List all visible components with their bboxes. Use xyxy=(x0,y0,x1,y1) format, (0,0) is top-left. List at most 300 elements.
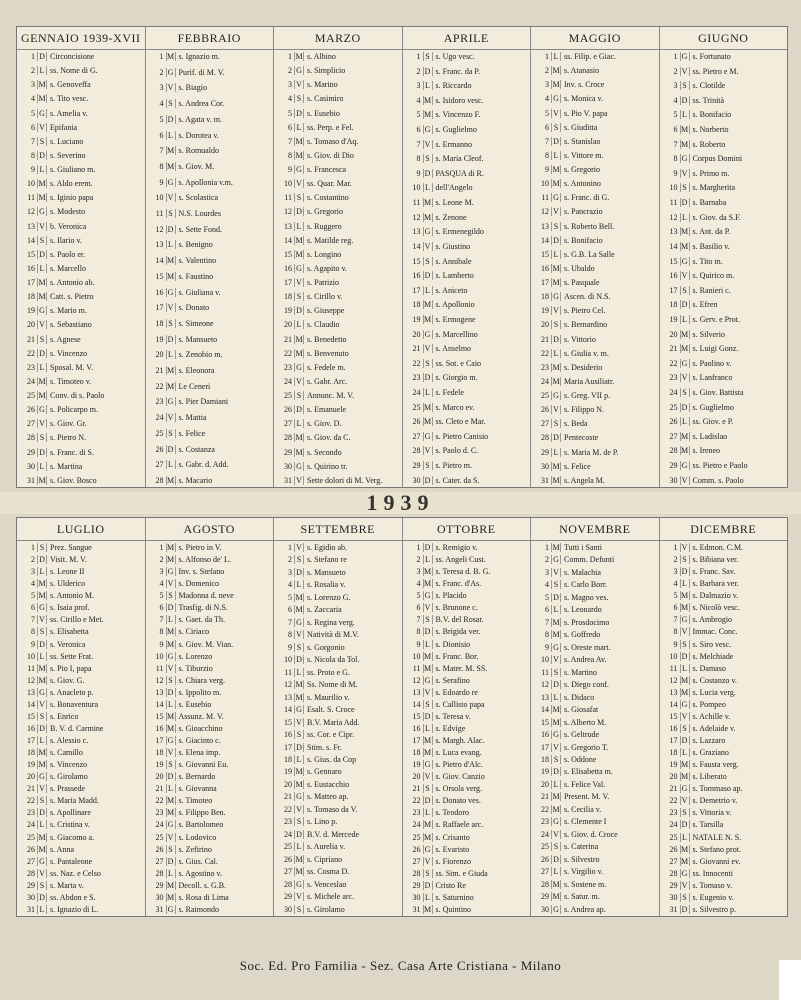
day-row xyxy=(146,736,274,745)
day-number: 11 xyxy=(17,193,38,202)
day-number: 10 xyxy=(403,183,424,192)
month-column xyxy=(531,518,660,916)
weekday-letter: S xyxy=(681,555,690,564)
day-number: 29 xyxy=(660,881,681,890)
weekday-letter: G xyxy=(681,461,690,470)
day-number: 22 xyxy=(403,796,424,805)
weekday-letter: D xyxy=(38,52,47,61)
day-number: 9 xyxy=(146,178,167,187)
weekday-letter: D xyxy=(681,96,690,105)
saint-name: ss. Sim. e Giuda xyxy=(435,868,488,878)
saint-name: s. Placido xyxy=(435,591,467,601)
weekday-letter: S xyxy=(681,808,690,817)
weekday-letter: D xyxy=(167,772,176,781)
day-row xyxy=(531,855,659,864)
day-number: 20 xyxy=(17,772,38,781)
day-number: 1 xyxy=(403,543,424,552)
saint-name: s. Costanzo v. xyxy=(692,675,737,685)
weekday-letter: M xyxy=(38,94,46,104)
day-row xyxy=(274,476,402,485)
day-number: 8 xyxy=(531,630,552,639)
day-row xyxy=(146,615,274,624)
day-row xyxy=(146,397,274,406)
day-row xyxy=(403,676,531,685)
day-row xyxy=(17,80,145,89)
saint-name: s. Siro vesc. xyxy=(692,639,732,649)
saint-name: s. Policarpo m. xyxy=(50,405,98,415)
saint-name: s. Paolo er. xyxy=(50,249,86,259)
day-row xyxy=(531,462,659,471)
weekday-letter: M xyxy=(552,179,560,189)
day-number: 22 xyxy=(531,349,552,358)
weekday-letter: S xyxy=(424,257,433,266)
saint-name: s. Ilario v. xyxy=(50,235,82,245)
saint-name: s. Zefirino xyxy=(178,844,212,854)
day-row xyxy=(403,760,531,769)
day-row xyxy=(146,881,274,890)
day-number: 15 xyxy=(403,257,424,266)
day-number: 9 xyxy=(274,643,295,652)
weekday-letter: M xyxy=(166,627,175,637)
weekday-letter: S xyxy=(681,81,690,90)
day-number: 19 xyxy=(531,767,552,776)
day-number: 13 xyxy=(146,240,167,249)
day-number: 16 xyxy=(146,724,167,733)
saint-name: s. Gorgonio xyxy=(307,642,345,652)
weekday-letter: V xyxy=(38,869,47,878)
saint-name: s. Ulderico xyxy=(50,579,86,589)
saint-name: s. Mansueto xyxy=(178,334,218,344)
day-row xyxy=(660,640,788,649)
weekday-letter: M xyxy=(166,892,175,902)
day-row xyxy=(531,363,659,372)
day-number: 22 xyxy=(660,359,681,368)
day-number: 20 xyxy=(146,772,167,781)
weekday-letter: S xyxy=(38,881,47,890)
month-column xyxy=(146,27,275,487)
weekday-letter: M xyxy=(552,543,560,552)
saint-name: s. Giosafat xyxy=(564,705,599,715)
day-number: 5 xyxy=(531,593,552,602)
weekday-letter: S xyxy=(295,817,304,826)
weekday-letter: M xyxy=(166,146,175,156)
day-row xyxy=(403,315,531,324)
saint-name: B.V. Maria Add. xyxy=(307,717,360,727)
day-number: 2 xyxy=(660,67,681,76)
day-number: 7 xyxy=(660,140,681,149)
day-row xyxy=(531,767,659,776)
weekday-letter: G xyxy=(295,165,304,174)
saint-name: s. Isidoro vesc. xyxy=(435,95,484,105)
day-row xyxy=(403,344,531,353)
weekday-letter: L xyxy=(552,349,561,358)
day-number: 2 xyxy=(274,66,295,75)
saint-name: NATALE N. S. xyxy=(692,832,742,842)
day-row xyxy=(274,618,402,627)
day-number: 13 xyxy=(274,222,295,231)
weekday-letter: G xyxy=(295,363,304,372)
weekday-letter: G xyxy=(424,591,433,600)
saint-name: Esalt. S. Croce xyxy=(307,705,355,715)
day-row xyxy=(531,179,659,188)
weekday-letter: S xyxy=(295,193,304,202)
day-number: 21 xyxy=(660,344,681,353)
weekday-letter: D xyxy=(38,448,47,457)
weekday-letter: M xyxy=(38,760,46,770)
saint-name: s. Annibale xyxy=(435,256,472,266)
day-row xyxy=(660,257,788,266)
weekday-letter: G xyxy=(424,330,433,339)
day-number: 25 xyxy=(17,833,38,842)
day-row xyxy=(17,151,145,160)
weekday-letter: S xyxy=(38,335,47,344)
weekday-letter: M xyxy=(166,543,175,552)
day-row xyxy=(146,256,274,265)
day-number: 30 xyxy=(403,476,424,485)
month-header: GENNAIO 1939-XVII xyxy=(17,27,145,50)
saint-name: N.S. Lourdes xyxy=(178,209,221,219)
day-row xyxy=(17,109,145,118)
weekday-letter: D xyxy=(552,767,561,776)
day-row xyxy=(17,419,145,428)
day-row xyxy=(17,448,145,457)
saint-name: s. Maria Cleof. xyxy=(435,154,484,164)
day-row xyxy=(403,359,531,368)
day-number: 17 xyxy=(403,736,424,745)
weekday-letter: D xyxy=(38,808,47,817)
day-number: 3 xyxy=(660,567,681,576)
day-row xyxy=(274,817,402,826)
day-number: 16 xyxy=(274,730,295,739)
saint-name: ss. Perp. e Fel. xyxy=(307,122,354,132)
weekday-letter: M xyxy=(423,736,432,745)
day-row xyxy=(274,151,402,160)
weekday-letter: M xyxy=(295,433,303,443)
day-number: 7 xyxy=(17,615,38,624)
weekday-letter: S xyxy=(38,137,47,146)
saint-name: s. Giov. d. Croce xyxy=(564,829,618,839)
day-number: 12 xyxy=(660,676,681,685)
day-number: 8 xyxy=(403,154,424,163)
saint-name: s. Bonifacio xyxy=(564,235,603,245)
saint-name: s. Veronica xyxy=(50,639,86,649)
saint-name: s. Pio V. papa xyxy=(564,108,608,118)
day-number: 16 xyxy=(17,724,38,733)
weekday-letter: G xyxy=(552,643,561,652)
day-row xyxy=(403,591,531,600)
saint-name: ss. Giov. e P. xyxy=(692,417,734,427)
day-number: 21 xyxy=(146,784,167,793)
saint-name: s. Pompeo xyxy=(692,699,726,709)
day-number: 5 xyxy=(17,109,38,118)
day-row xyxy=(274,335,402,344)
day-number: 6 xyxy=(146,131,167,140)
day-number: 23 xyxy=(17,363,38,372)
weekday-letter: M xyxy=(38,179,46,189)
saint-name: s. Antonio ab. xyxy=(50,278,95,287)
day-row xyxy=(17,893,145,902)
saint-name: s. Cecilia v. xyxy=(564,804,602,814)
saint-name: Sette dolori di M. Verg. xyxy=(307,475,383,485)
saint-name: Maria Ausiliatr. xyxy=(564,376,615,386)
day-row xyxy=(274,705,402,714)
day-row xyxy=(660,724,788,733)
day-row xyxy=(146,784,274,793)
weekday-letter: M xyxy=(295,854,303,864)
day-row xyxy=(274,462,402,471)
day-number: 8 xyxy=(17,627,38,636)
day-number: 9 xyxy=(403,169,424,178)
day-row xyxy=(403,905,531,914)
day-number: 14 xyxy=(17,700,38,709)
day-row xyxy=(403,198,531,207)
day-row xyxy=(17,905,145,914)
day-row xyxy=(660,140,788,149)
weekday-letter: D xyxy=(295,306,304,315)
day-number: 14 xyxy=(146,700,167,709)
saint-name: s. Norberto xyxy=(692,125,729,135)
saint-name: s. Felice xyxy=(178,428,206,438)
weekday-letter: L xyxy=(167,615,176,624)
day-row xyxy=(146,808,274,817)
day-row xyxy=(660,169,788,178)
saint-name: B.V. del Rosar. xyxy=(435,615,484,625)
day-row xyxy=(274,94,402,103)
day-row xyxy=(403,125,531,134)
day-row xyxy=(274,419,402,428)
day-number: 17 xyxy=(146,736,167,745)
day-number: 1 xyxy=(403,52,424,61)
weekday-letter: M xyxy=(38,475,46,485)
weekday-letter: S xyxy=(167,429,176,438)
weekday-letter: S xyxy=(552,222,561,231)
day-number: 3 xyxy=(146,567,167,576)
day-row xyxy=(531,306,659,315)
saint-name: s. Lamberto xyxy=(435,271,474,281)
day-row xyxy=(660,881,788,890)
day-number: 1 xyxy=(146,52,167,61)
day-row xyxy=(274,680,402,689)
weekday-letter: G xyxy=(424,845,433,854)
weekday-letter: V xyxy=(295,80,304,89)
day-number: 16 xyxy=(403,271,424,280)
day-row xyxy=(146,579,274,588)
weekday-letter: M xyxy=(38,292,46,302)
saint-name: s. Brigida ver. xyxy=(435,627,481,637)
day-row xyxy=(17,820,145,829)
saint-name: s. Lucia verg. xyxy=(692,687,736,697)
day-number: 4 xyxy=(274,94,295,103)
saint-name: s. Edoardo re xyxy=(435,687,478,697)
day-number: 18 xyxy=(403,748,424,757)
day-row xyxy=(531,137,659,146)
day-row xyxy=(403,688,531,697)
weekday-letter: L xyxy=(38,462,47,471)
day-list xyxy=(17,541,145,916)
saint-name: s. Ant. da P. xyxy=(692,227,731,237)
saint-name: s. Clemente I xyxy=(564,817,607,827)
day-number: 28 xyxy=(403,446,424,455)
saint-name: s. Felice Val. xyxy=(564,779,606,789)
saint-name: s. Barnaba xyxy=(692,198,727,208)
day-row xyxy=(146,676,274,685)
day-number: 25 xyxy=(660,403,681,412)
saint-name: s. Giacomo a. xyxy=(50,832,94,842)
weekday-letter: L xyxy=(38,363,47,372)
day-number: 5 xyxy=(531,109,552,118)
day-number: 8 xyxy=(146,627,167,636)
day-row xyxy=(531,805,659,814)
weekday-letter: S xyxy=(552,668,561,677)
day-row xyxy=(146,68,274,77)
day-row xyxy=(531,655,659,664)
day-number: 3 xyxy=(274,568,295,577)
day-number: 22 xyxy=(403,359,424,368)
day-row xyxy=(146,382,274,391)
day-row xyxy=(660,567,788,576)
weekday-letter: G xyxy=(295,66,304,75)
weekday-letter: S xyxy=(295,730,304,739)
saint-name: s. Remigio v. xyxy=(435,543,478,552)
weekday-letter: M xyxy=(680,139,689,149)
saint-name: s. Vincenzo xyxy=(50,760,88,770)
weekday-letter: M xyxy=(295,779,303,789)
saint-name: s. Lazzaro xyxy=(692,736,726,745)
saint-name: s. Magno ves. xyxy=(564,592,609,602)
day-row xyxy=(274,792,402,801)
weekday-letter: D xyxy=(38,349,47,358)
weekday-letter: M xyxy=(295,867,303,877)
weekday-letter: V xyxy=(681,881,690,890)
saint-name: s. Agapito v. xyxy=(307,263,347,273)
weekday-letter: M xyxy=(680,329,689,339)
weekday-letter: V xyxy=(681,476,690,485)
day-number: 8 xyxy=(146,162,167,171)
weekday-letter: M xyxy=(38,278,46,287)
day-number: 20 xyxy=(146,350,167,359)
day-number: 8 xyxy=(403,627,424,636)
saint-name: s. Franc. d'As. xyxy=(435,579,482,589)
weekday-letter: L xyxy=(424,724,433,733)
weekday-letter: S xyxy=(295,905,304,914)
weekday-letter: D xyxy=(552,680,561,689)
day-number: 6 xyxy=(531,605,552,614)
day-row xyxy=(146,162,274,171)
saint-name: s. Angela M. xyxy=(564,475,605,485)
month-columns-jan-jun xyxy=(17,27,787,487)
saint-name: s. Genoveffa xyxy=(50,80,91,90)
saint-name: s. Paolino v. xyxy=(692,358,732,368)
saint-name: s. Pietro in V. xyxy=(178,543,222,552)
weekday-letter: L xyxy=(681,417,690,426)
saint-name: s. Gregorio xyxy=(564,165,600,174)
calendar-bottom-half xyxy=(16,517,788,917)
saint-name: s. Dorotea v. xyxy=(178,130,219,140)
day-row xyxy=(17,320,145,329)
day-row xyxy=(146,627,274,636)
day-row xyxy=(531,730,659,739)
weekday-letter: L xyxy=(681,579,690,588)
weekday-letter: M xyxy=(295,235,303,245)
weekday-letter: M xyxy=(295,136,303,146)
day-row xyxy=(17,52,145,61)
day-number: 18 xyxy=(660,748,681,757)
weekday-letter: M xyxy=(552,804,560,814)
day-number: 5 xyxy=(403,110,424,119)
day-number: 20 xyxy=(274,320,295,329)
weekday-letter: M xyxy=(552,630,560,640)
saint-name: s. Franc. Bor. xyxy=(435,651,479,661)
weekday-letter: M xyxy=(166,555,175,565)
day-number: 28 xyxy=(274,880,295,889)
day-number: 3 xyxy=(17,567,38,576)
day-row xyxy=(146,115,274,124)
month-column xyxy=(403,27,532,487)
day-number: 31 xyxy=(274,476,295,485)
saint-name: s. Ignazio m. xyxy=(178,52,220,61)
day-row xyxy=(531,433,659,442)
day-row xyxy=(660,820,788,829)
saint-name: Epifania xyxy=(50,122,78,132)
day-row xyxy=(403,432,531,441)
day-row xyxy=(531,278,659,287)
day-row xyxy=(403,808,531,817)
day-number: 6 xyxy=(17,603,38,612)
day-row xyxy=(531,66,659,75)
day-number: 9 xyxy=(660,169,681,178)
day-number: 23 xyxy=(17,808,38,817)
saint-name: s. Lorenzo G. xyxy=(307,592,351,602)
weekday-letter: G xyxy=(295,705,304,714)
day-number: 2 xyxy=(403,555,424,564)
day-number: 29 xyxy=(403,461,424,470)
saint-name: Tutti i Santi xyxy=(564,543,602,552)
weekday-letter: M xyxy=(423,820,432,830)
saint-name: s. Beda xyxy=(564,419,588,429)
saint-name: s. Agnese xyxy=(50,334,81,344)
day-number: 13 xyxy=(403,227,424,236)
saint-name: s. Giulia v. m. xyxy=(564,348,609,358)
day-row xyxy=(660,154,788,163)
day-number: 24 xyxy=(403,388,424,397)
saint-name: s. Vittoria v. xyxy=(692,808,732,818)
day-row xyxy=(274,655,402,664)
day-number: 24 xyxy=(403,820,424,829)
weekday-letter: G xyxy=(167,820,176,829)
weekday-letter: G xyxy=(38,857,47,866)
day-row xyxy=(531,643,659,652)
saint-name: s. Margherita xyxy=(692,183,736,193)
day-row xyxy=(403,784,531,793)
day-row xyxy=(660,748,788,757)
day-row xyxy=(146,178,274,187)
weekday-letter: D xyxy=(681,652,690,661)
weekday-letter: M xyxy=(38,675,46,685)
saint-name: s. Egidio ab. xyxy=(307,543,347,552)
weekday-letter: D xyxy=(424,476,433,485)
saint-name: s. Michele arc. xyxy=(307,892,355,902)
saint-name: s. Ermanno xyxy=(435,139,472,149)
day-row xyxy=(274,320,402,329)
day-number: 27 xyxy=(146,857,167,866)
saint-name: s. Mater. M. SS. xyxy=(435,663,488,673)
day-row xyxy=(531,705,659,714)
saint-name: Visit. M. V. xyxy=(50,555,87,565)
day-number: 29 xyxy=(274,448,295,457)
saint-name: s. Mario m. xyxy=(50,306,87,316)
saint-name: ss. Pietro e Paolo xyxy=(692,461,748,471)
day-row xyxy=(146,240,274,249)
